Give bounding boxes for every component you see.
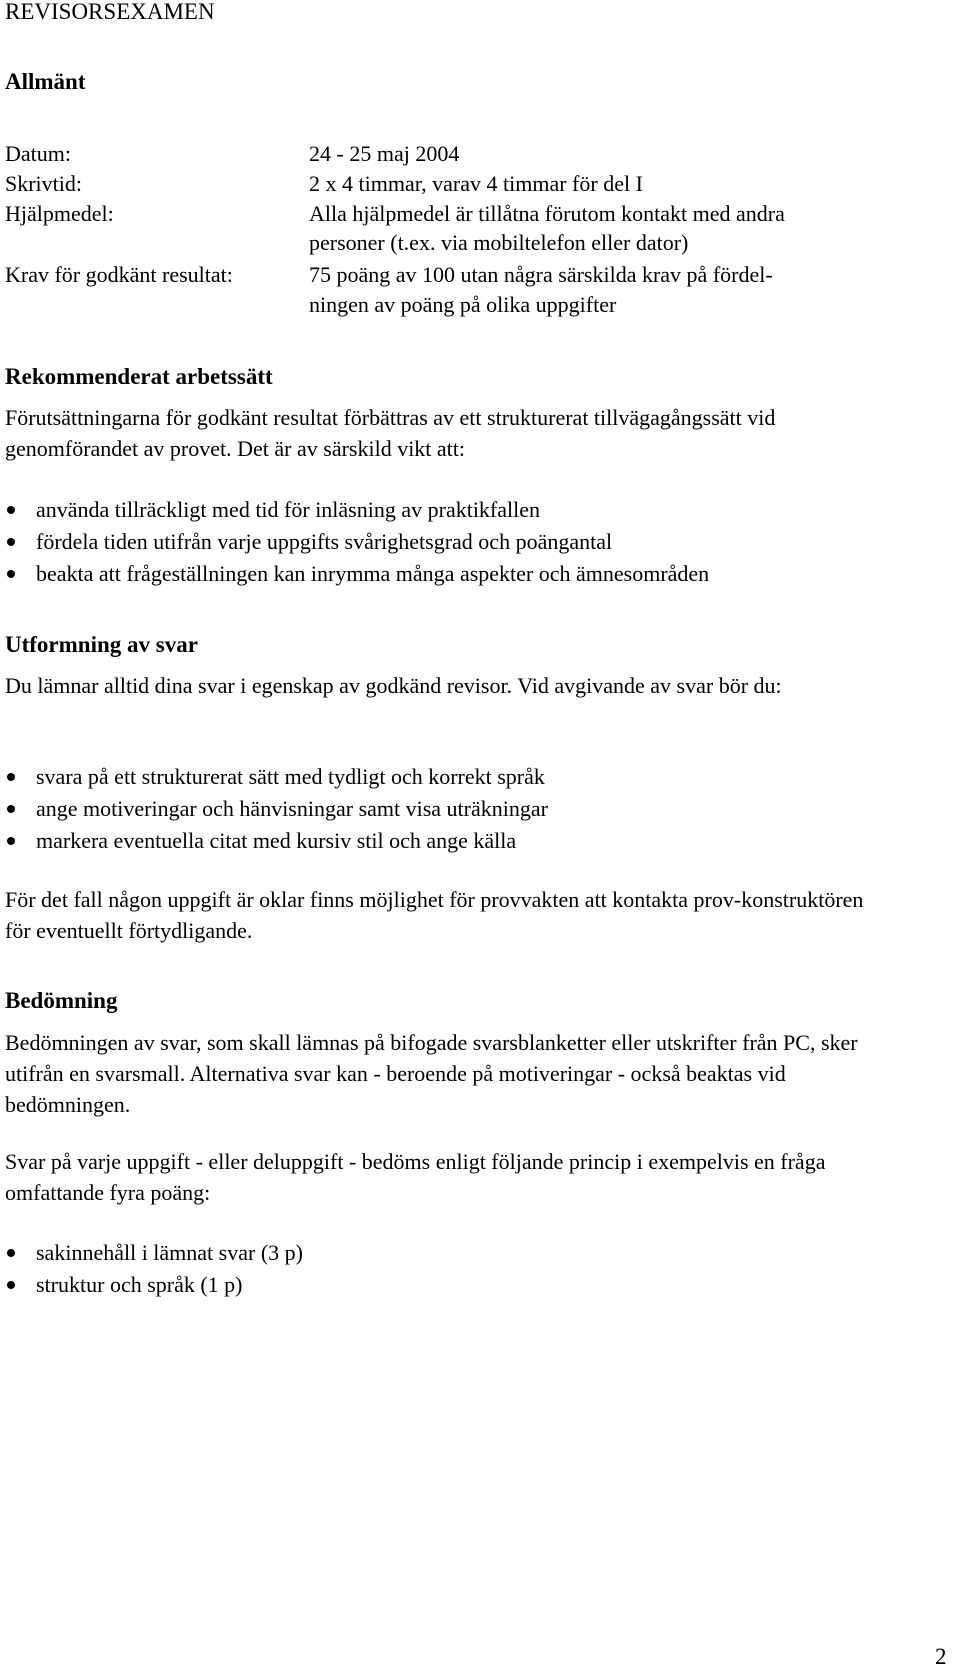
- bullet-icon: [7, 1281, 15, 1289]
- assessment-paragraph-2: Svar på varje uppgift - eller deluppgift - bedöms enligt följande princip i exempelvis en fråga omfattande fyra poäng:: [5, 1149, 826, 1205]
- value-date: 24 - 25 maj 2004: [309, 141, 460, 166]
- bullet-icon: [7, 773, 15, 781]
- section-heading-method: Rekommenderat arbetssätt: [5, 364, 273, 389]
- section-heading-answers: Utformning av svar: [5, 632, 198, 657]
- label-aids: Hjälpmedel:: [5, 201, 114, 226]
- section-heading-assessment: Bedömning: [5, 988, 118, 1013]
- label-pass-requirement: Krav för godkänt resultat:: [5, 262, 233, 287]
- method-intro: Förutsättningarna för godkänt resultat förbättras av ett strukturerat tillvägagångssätt vid genomförandet av provet. Det är av särskild vikt att:: [5, 405, 776, 461]
- document-title: REVISORSEXAMEN: [5, 0, 215, 24]
- bullet-icon: [7, 837, 15, 845]
- answers-intro: Du lämnar alltid dina svar i egenskap av godkänd revisor. Vid avgivande av svar bör du:: [5, 673, 782, 698]
- bullet-icon: [7, 805, 15, 813]
- answers-note: För det fall någon uppgift är oklar finns möjlighet för provvakten att kontakta prov-konstruktören för eventuellt förtydligande.: [5, 887, 864, 943]
- section-heading-general: Allmänt: [5, 69, 86, 94]
- bullet-icon: [7, 506, 15, 514]
- value-aids-line2: personer (t.ex. via mobiltelefon eller dator): [309, 230, 689, 255]
- bullet-icon: [7, 538, 15, 546]
- label-writing-time: Skrivtid:: [5, 171, 83, 196]
- page-number: 2: [935, 1644, 947, 1669]
- value-pass-line1: 75 poäng av 100 utan några särskilda krav på fördel-: [309, 262, 773, 287]
- value-aids-line1: Alla hjälpmedel är tillåtna förutom kontakt med andra: [309, 201, 785, 226]
- label-date: Datum:: [5, 141, 71, 166]
- bullet-icon: [7, 570, 15, 578]
- assessment-paragraph-1: Bedömningen av svar, som skall lämnas på bifogade svarsblanketter eller utskrifter från PC, sker utifrån en svarsmall. Alternativa svar kan - beroende på motiveringar - också beaktas vid bedömningen.: [5, 1030, 858, 1117]
- bullet-icon: [7, 1249, 15, 1257]
- value-pass-line2: ningen av poäng på olika uppgifter: [309, 292, 617, 317]
- value-writing-time: 2 x 4 timmar, varav 4 timmar för del I: [309, 171, 643, 196]
